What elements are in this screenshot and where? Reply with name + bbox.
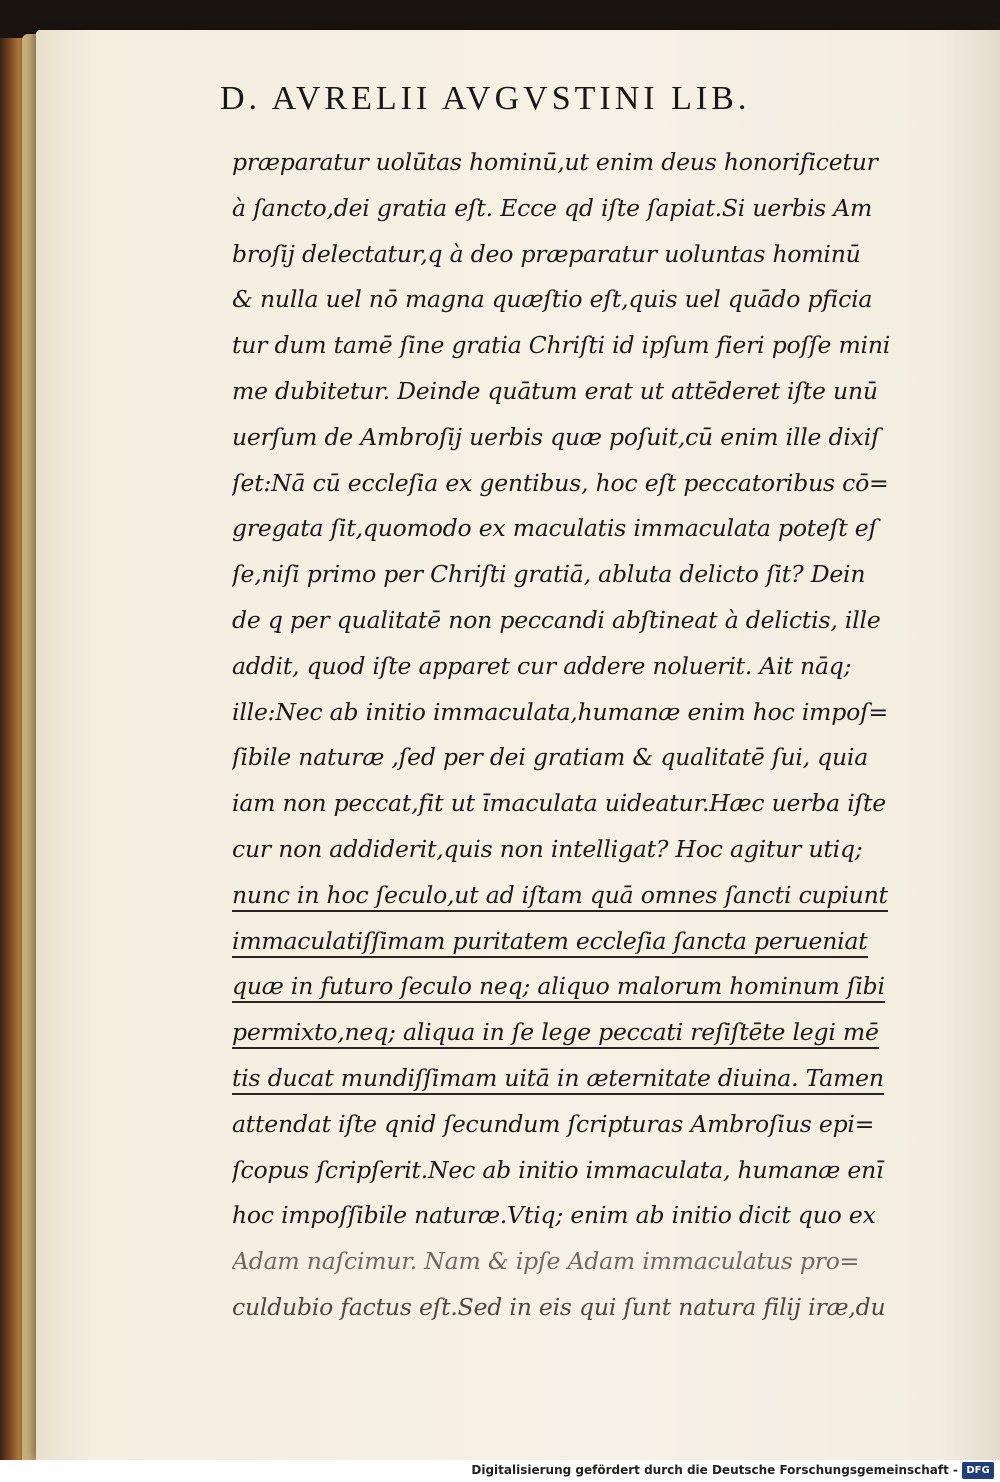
underlined-text-line [232, 919, 952, 965]
underlined-text-line [232, 873, 952, 919]
text-line: cur non addiderit,quis non intelligat? Hoc agitur utiq; [232, 834, 863, 863]
text-line: culdubio factus eſt.Sed in eis qui ſunt natura filij iræ,du [232, 1292, 886, 1321]
text-line: gregata ſit,quomodo ex maculatis immaculata poteſt eſ [232, 514, 877, 543]
text-line: broſij delectatur,q̧ à deo præparatur uoluntas hominū [232, 239, 861, 268]
text-line: ſibile naturæ ,ſed per dei gratiam & qualitatē ſui, quia [232, 743, 869, 772]
text-line: addit, quod iſte apparet cur addere noluerit. Ait nāq; [232, 651, 852, 680]
text-line: attendat iſte qnid ſecundum ſcripturas Ambroſius epi= [232, 1109, 875, 1138]
underlined-passage: tis ducat mundiſſimam uitā in æternitate diuina. Tamen [232, 1064, 884, 1095]
text-line: ille:Nec ab initio immaculata,humanæ enim hoc impoſ= [232, 697, 889, 726]
text-line: præparatur uolūtas hominū,ut enim deus honorificetur [232, 148, 878, 176]
underlined-passage: quæ in futuro ſeculo neq; aliquo malorum hominum ſibi [232, 972, 885, 1003]
text-line: à ſancto,dei gratia eſt. Ecce qd iſte ſapiat.Si uerbis Am [232, 193, 873, 222]
text-line: uerſum de Ambroſij uerbis quæ poſuit,cū enim ille dixiſ [232, 422, 880, 451]
underlined-passage: immaculatiſſimam puritatem eccleſia ſancta perueniat [232, 927, 868, 958]
underlined-passage: nunc in hoc ſeculo,ut ad iſtam quā omnes ſancti cupiunt [232, 881, 888, 912]
text-line: & nulla uel nō magna quæſtio eſt,quis uel quādo pficia [232, 285, 873, 314]
text-line: iam non peccat,fit ut īmaculata uideatur.Hæc uerba iſte [232, 789, 886, 818]
text-block [232, 140, 952, 1331]
text-line: me dubitetur. Deinde quātum erat ut attēderet iſte unū [232, 376, 878, 405]
digitization-footer [0, 1460, 1000, 1482]
running-head: D. AVRELII AVGVSTINI LIB. [220, 80, 751, 117]
underlined-text-line [232, 1010, 952, 1056]
footer-credit: Digitalisierung gefördert durch die Deutsche Forschungsgemeinschaft - [471, 1463, 958, 1477]
text-line: ſe,niſi primo per Chriſti gratiā, abluta delicto ſit? Dein [232, 560, 866, 589]
text-line: de q̧ per qualitatē non peccandi abſtineat à delictis, ille [232, 605, 881, 634]
text-line: ſet:Nā cū eccleſia ex gentibus, hoc eſt peccatoribus cō= [232, 468, 889, 497]
text-line: tur dum tamē ſine gratia Chriſti id ipſum fieri poſſe mini [232, 331, 891, 360]
underlined-passage: permixto,neq; aliqua in ſe lege peccati reſiſtēte legi mē [232, 1018, 879, 1049]
dfg-logo-icon: DFG [962, 1462, 994, 1479]
text-line: hoc impoſſibile naturæ.Vtiq; enim ab initio dicit quo ex [232, 1201, 876, 1230]
text-line: ſcopus ſcripſerit.Nec ab initio immaculata, humanæ enī [232, 1155, 884, 1184]
text-line: Adam naſcimur. Nam & ipſe Adam immaculatus pro= [232, 1247, 860, 1276]
underlined-text-line [232, 1056, 952, 1102]
underlined-text-line [232, 964, 952, 1010]
